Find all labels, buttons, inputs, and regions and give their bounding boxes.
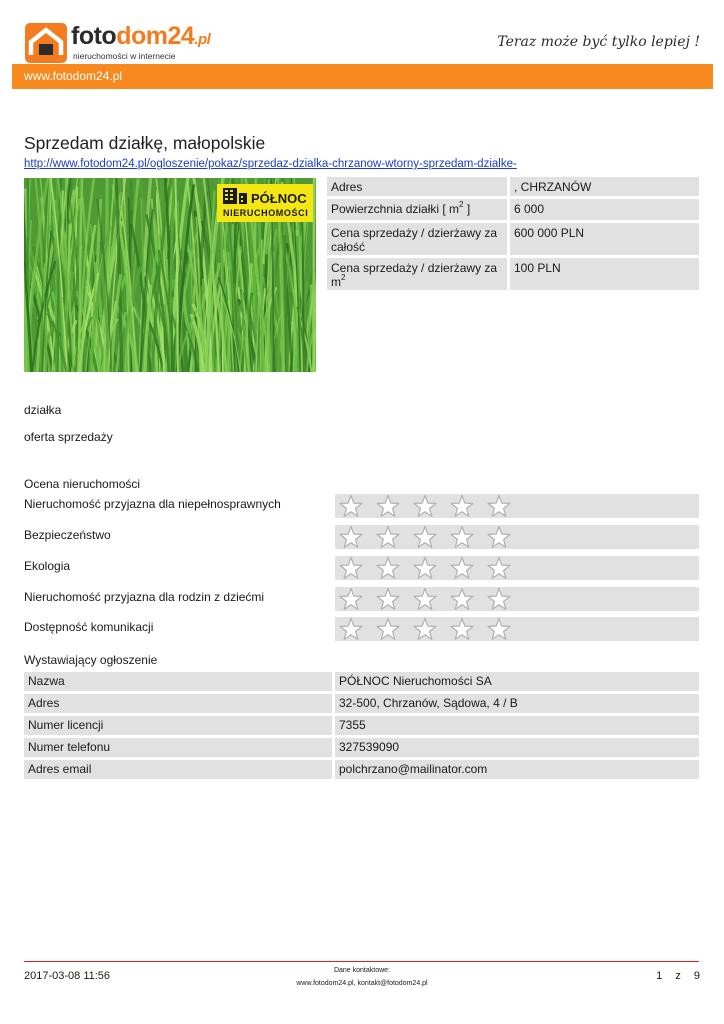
logo-text-a: foto	[71, 22, 117, 50]
poster-label: Numer licencji	[24, 716, 332, 735]
details-value: 600 000 PLN	[510, 223, 699, 255]
star-icon[interactable]	[486, 494, 512, 518]
details-row-price-m2	[327, 258, 699, 290]
star-rating[interactable]	[335, 556, 699, 580]
poster-value: PÓŁNOC Nieruchomości SA	[335, 672, 699, 691]
page-current: 1	[656, 970, 663, 982]
listing-url-link[interactable]: http://www.fotodom24.pl/ogloszenie/pokaz/sprzedaz-dzialka-chrzanow-wtorny-sprzedam-dzialke-	[24, 158, 517, 170]
area-label-end: ]	[463, 202, 471, 216]
star-icon[interactable]	[449, 587, 475, 611]
house-logo-icon	[24, 22, 68, 64]
rating-row	[24, 525, 699, 549]
rating-row	[24, 617, 699, 641]
star-icon[interactable]	[486, 587, 512, 611]
area-label-text: Powierzchnia działki [ m	[331, 202, 460, 216]
star-icon[interactable]	[375, 494, 401, 518]
poster-row-name	[24, 672, 699, 691]
poster-row-email	[24, 760, 699, 779]
star-icon[interactable]	[449, 556, 475, 580]
poster-row-address	[24, 694, 699, 713]
poster-row-phone	[24, 738, 699, 757]
poster-row-license	[24, 716, 699, 735]
star-icon[interactable]	[338, 494, 364, 518]
star-icon[interactable]	[449, 617, 475, 641]
details-label: Cena sprzedaży / dzierżawy za całość	[327, 223, 507, 255]
star-icon[interactable]	[338, 556, 364, 580]
star-icon[interactable]	[486, 556, 512, 580]
star-icon[interactable]	[338, 587, 364, 611]
details-value: 6 000	[510, 199, 699, 220]
rating-label: Dostępność komunikacji	[24, 620, 154, 634]
poster-value[interactable]: polchrzano@mailinator.com	[335, 760, 699, 779]
logo-subtitle: nieruchomości w internecie	[73, 51, 176, 61]
badge-bottom-text: NIERUCHOMOŚCI	[223, 208, 309, 218]
star-icon[interactable]	[412, 494, 438, 518]
details-row-area	[327, 199, 699, 220]
offer-type: oferta sprzedaży	[24, 430, 113, 444]
footer-divider	[24, 961, 699, 962]
listing-photo[interactable]	[24, 178, 316, 372]
rating-label: Ekologia	[24, 559, 71, 573]
star-icon[interactable]	[375, 617, 401, 641]
star-icon[interactable]	[486, 617, 512, 641]
star-icon[interactable]	[449, 525, 475, 549]
page-separator: z	[675, 970, 681, 982]
details-table	[327, 177, 699, 293]
rating-row	[24, 494, 699, 518]
star-rating[interactable]	[335, 494, 699, 518]
logo-text-c: .pl	[194, 31, 211, 48]
star-icon[interactable]	[375, 556, 401, 580]
poster-label: Adres	[24, 694, 332, 713]
rating-row	[24, 556, 699, 580]
star-icon[interactable]	[412, 617, 438, 641]
tagline: Teraz może być tylko lepiej !	[497, 34, 700, 50]
star-icon[interactable]	[412, 587, 438, 611]
header-bar	[12, 64, 713, 89]
logo-text-b: dom24	[116, 22, 195, 50]
star-rating[interactable]	[335, 587, 699, 611]
footer-date: 2017-03-08 11:56	[24, 970, 111, 982]
ratings-title: Ocena nieruchomości	[24, 477, 141, 491]
star-icon[interactable]	[486, 525, 512, 549]
site-logo[interactable]	[24, 22, 224, 64]
footer-contact: www.fotodom24.pl, kontakt@fotodom24.pl	[296, 980, 428, 987]
star-rating[interactable]	[335, 525, 699, 549]
area-label-sup: 2	[459, 200, 464, 209]
polnoc-badge-logo	[217, 184, 313, 222]
badge-top-text: PÓŁNOC	[251, 191, 307, 206]
poster-label: Nazwa	[24, 672, 332, 691]
poster-value[interactable]: 327539090	[335, 738, 699, 757]
price-m2-label-text: Cena sprzedaży / dzierżawy za m	[331, 261, 498, 289]
price-m2-label-sup: 2	[341, 273, 346, 282]
rating-row	[24, 587, 699, 611]
site-url-link[interactable]: www.fotodom24.pl	[24, 69, 123, 83]
logo-wordmark	[71, 22, 210, 51]
property-type: działka	[24, 403, 62, 417]
star-icon[interactable]	[375, 587, 401, 611]
listing-title: Sprzedam działkę, małopolskie	[24, 133, 266, 153]
poster-label: Numer telefonu	[24, 738, 332, 757]
star-rating[interactable]	[335, 617, 699, 641]
footer-contact-label: Dane kontaktowe:	[333, 967, 391, 974]
star-icon[interactable]	[375, 525, 401, 549]
details-value: 100 PLN	[510, 258, 699, 290]
poster-table	[24, 672, 699, 782]
page-total: 9	[693, 970, 700, 982]
details-label	[327, 258, 507, 290]
details-row-price-total	[327, 223, 699, 255]
star-icon[interactable]	[412, 525, 438, 549]
details-label	[327, 199, 507, 220]
poster-title: Wystawiający ogłoszenie	[24, 653, 158, 667]
rating-label: Nieruchomość przyjazna dla rodzin z dziećmi	[24, 590, 265, 604]
poster-label: Adres email	[24, 760, 332, 779]
details-label: Adres	[327, 177, 507, 196]
star-icon[interactable]	[412, 556, 438, 580]
details-row-address	[327, 177, 699, 196]
poster-value: 32-500, Chrzanów, Sądowa, 4 / B	[335, 694, 699, 713]
star-icon[interactable]	[338, 525, 364, 549]
star-icon[interactable]	[449, 494, 475, 518]
details-value: , CHRZANÓW	[510, 177, 699, 196]
rating-label: Nieruchomość przyjazna dla niepełnosprawnych	[24, 497, 281, 511]
poster-value: 7355	[335, 716, 699, 735]
page-indicator	[656, 970, 700, 982]
star-icon[interactable]	[338, 617, 364, 641]
rating-label: Bezpieczeństwo	[24, 528, 111, 542]
